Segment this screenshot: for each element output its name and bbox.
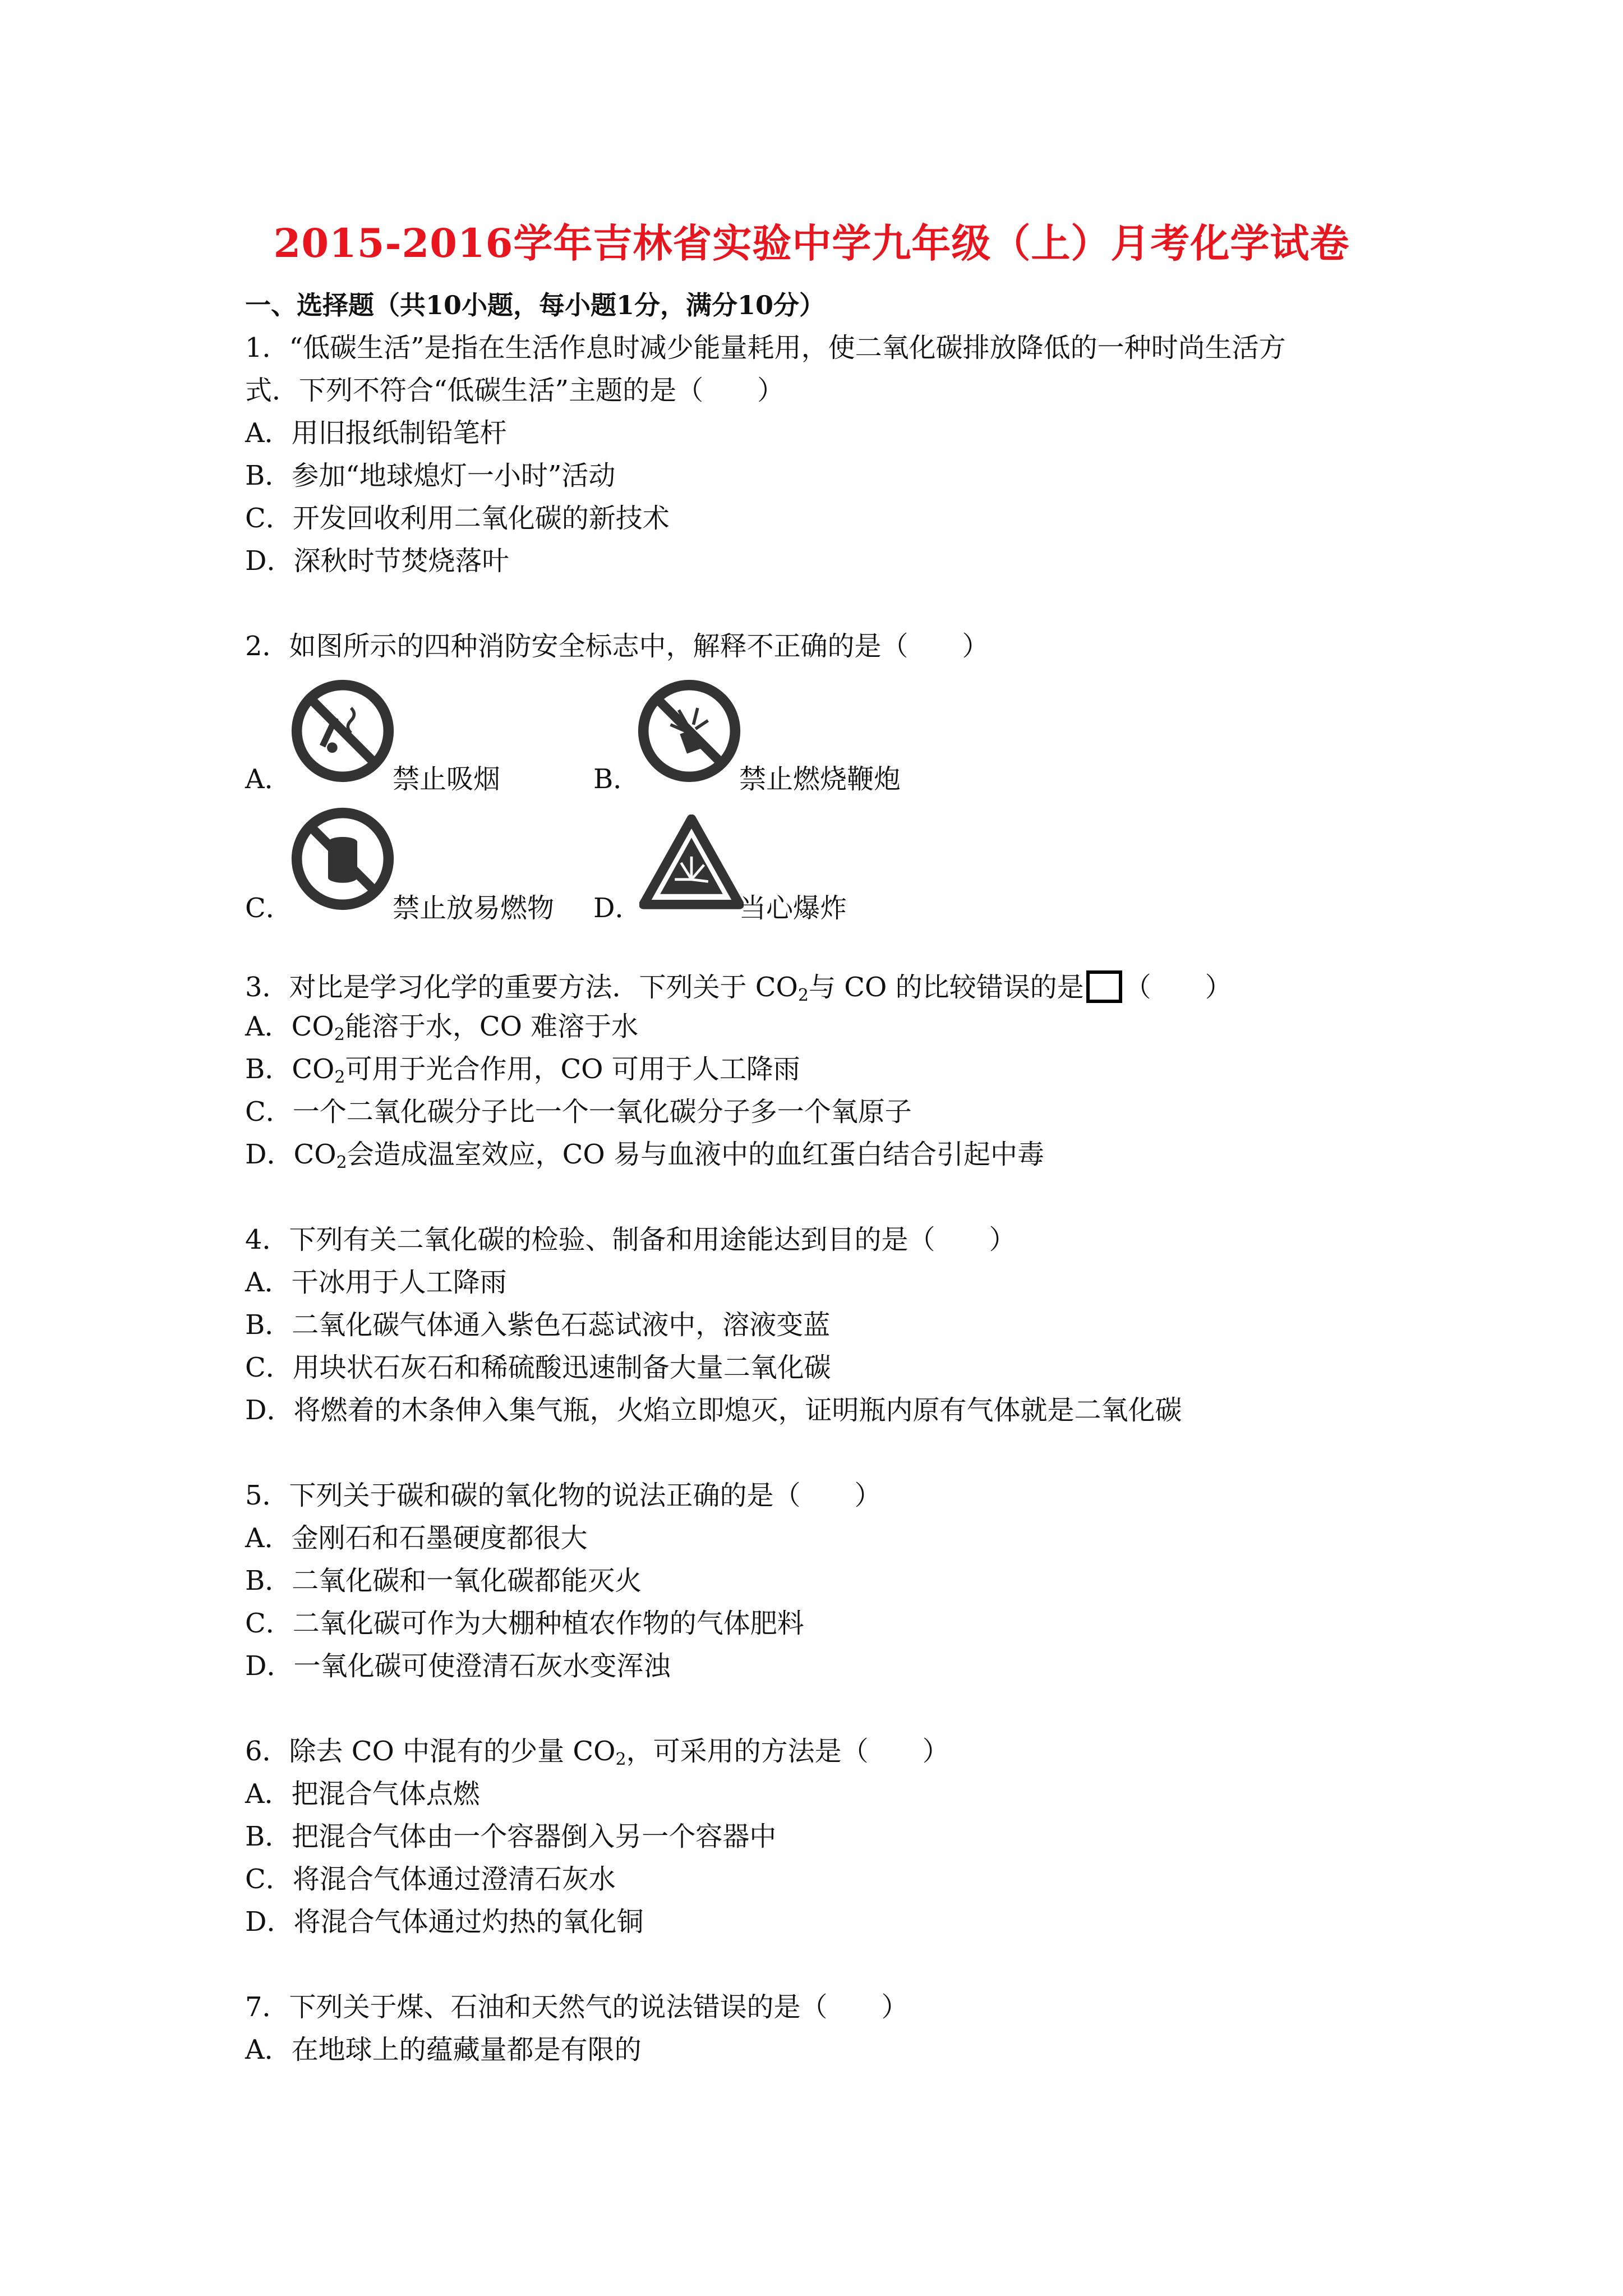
no-smoking-sign-icon bbox=[291, 679, 395, 783]
q2-option-a-letter: A． bbox=[245, 763, 292, 795]
q2-option-d-text: 当心爆炸 bbox=[739, 892, 847, 924]
q5-stem: 5．下列关于碳和碳的氧化物的说法正确的是（ ） bbox=[245, 1480, 882, 1511]
q5-option-b: B．二氧化碳和一氧化碳都能灭火 bbox=[245, 1565, 642, 1596]
q5-option-c: C．二氧化碳可作为大棚种植农作物的气体肥料 bbox=[245, 1608, 804, 1639]
q3-option-c: C．一个二氧化碳分子比一个一氧化碳分子多一个氧原子 bbox=[245, 1096, 912, 1128]
q1-option-a: A．用旧报纸制铅笔杆 bbox=[245, 417, 507, 449]
q5-option-d: D．一氧化碳可使澄清石灰水变浑浊 bbox=[245, 1650, 671, 1682]
no-fireworks-sign-icon bbox=[637, 679, 741, 783]
q2-option-d-letter: D． bbox=[593, 892, 642, 924]
exam-title: 2015-2016学年吉林省实验中学九年级（上）月考化学试卷 bbox=[273, 220, 1350, 266]
q2-option-c-letter: C． bbox=[245, 892, 293, 924]
q1-option-d: D．深秋时节焚烧落叶 bbox=[245, 545, 509, 577]
q6-option-b: B．把混合气体由一个容器倒入另一个容器中 bbox=[245, 1821, 777, 1852]
q3-stem: 3．对比是学习化学的重要方法．下列关于 $CO_2$与 CO 的比较错误的是 （ ） bbox=[245, 972, 1232, 1005]
q4-option-a: A．干冰用于人工降雨 bbox=[245, 1267, 507, 1298]
no-flammable-materials-sign-icon bbox=[291, 807, 395, 911]
q6-option-c: C．将混合气体通过澄清石灰水 bbox=[245, 1864, 616, 1895]
q1-option-c: C．开发回收利用二氧化碳的新技术 bbox=[245, 503, 670, 534]
q2-option-c-text: 禁止放易燃物 bbox=[393, 892, 555, 924]
q7-stem: 7．下列关于煤、石油和天然气的说法错误的是（ ） bbox=[245, 1991, 909, 2023]
q6-option-a: A．把混合气体点燃 bbox=[245, 1778, 480, 1810]
q1-stem-line1: 1．“低碳生活”是指在生活作息时减少能量耗用，使二氧化碳排放降低的一种时尚生活方 bbox=[245, 332, 1286, 364]
q6-option-d: D．将混合气体通过灼热的氧化铜 bbox=[245, 1906, 644, 1938]
q2-stem: 2．如图所示的四种消防安全标志中，解释不正确的是（ ） bbox=[245, 631, 989, 662]
q4-option-d: D．将燃着的木条伸入集气瓶，火焰立即熄灭，证明瓶内原有气体就是二氧化碳 bbox=[245, 1395, 1182, 1426]
answer-box bbox=[1086, 970, 1122, 1003]
q5-option-a: A．金刚石和石墨硬度都很大 bbox=[245, 1522, 588, 1554]
explosion-warning-sign-icon bbox=[639, 815, 744, 911]
q4-option-c: C．用块状石灰石和稀硫酸迅速制备大量二氧化碳 bbox=[245, 1352, 831, 1383]
q3-option-b: B．$CO_2$可用于光合作用，CO 可用于人工降雨 bbox=[245, 1053, 800, 1087]
q4-option-b: B．二氧化碳气体通入紫色石蕊试液中，溶液变蓝 bbox=[245, 1309, 831, 1341]
q2-option-a-text: 禁止吸烟 bbox=[393, 763, 501, 795]
q3-option-a: A．$CO_2$能溶于水，CO 难溶于水 bbox=[245, 1011, 639, 1045]
q6-stem: 6．除去 CO 中混有的少量 $CO_2$，可采用的方法是（ ） bbox=[245, 1736, 949, 1769]
q1-stem-line2: 式．下列不符合“低碳生活”主题的是（ ） bbox=[245, 375, 785, 406]
q2-option-b-letter: B． bbox=[593, 763, 640, 795]
q2-option-b-text: 禁止燃烧鞭炮 bbox=[739, 763, 901, 795]
q3-option-d: D．$CO_2$会造成温室效应，CO 易与血液中的血红蛋白结合引起中毒 bbox=[245, 1139, 1045, 1172]
q4-stem: 4．下列有关二氧化碳的检验、制备和用途能达到目的是（ ） bbox=[245, 1224, 1016, 1255]
section-heading: 一、选择题（共10小题，每小题1分，满分10分） bbox=[245, 290, 826, 320]
q1-option-b: B．参加“地球熄灯一小时”活动 bbox=[245, 460, 616, 491]
q7-option-a: A．在地球上的蕴藏量都是有限的 bbox=[245, 2034, 642, 2065]
